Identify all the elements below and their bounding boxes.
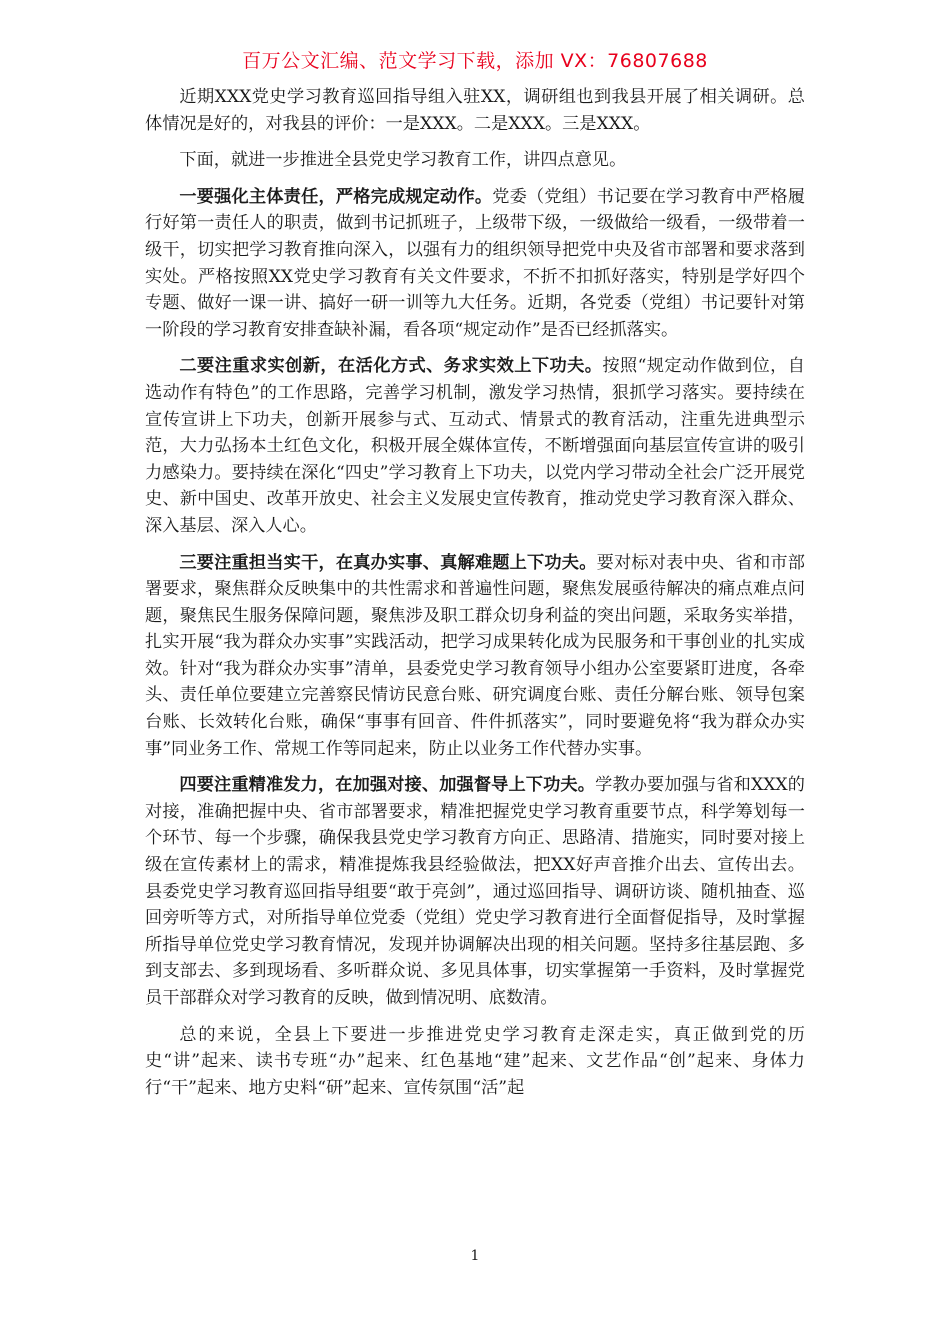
paragraph-conclusion [145, 1022, 805, 1102]
paragraph-text: 按照“规定动作做到位，自选动作有特色”的工作思路，完善学习机制，激发学习热情，狠抓学习落实。要持续在宣传宣讲上下功夫，创新开展参与式、互动式、情景式的教育活动，注重先进典型示范，大力弘扬本土红色文化，积极开展全媒体宣传，不断增强面向基层宣传宣讲的吸引力感染力。要持续在深化“四史”学习教育上下功夫，以党内学习带动全社会广泛开展党史、新中国史、改革开放史、社会主义发展史宣传教育，推动党史学习教育深入群众、深入基层、深入人心。 [145, 356, 805, 536]
paragraph-point-3 [145, 550, 805, 763]
paragraph-lead: 一要强化主体责任，严格完成规定动作。 [179, 186, 493, 207]
page-number: 1 [470, 1248, 480, 1264]
paragraph-lead: 二要注重求实创新，在活化方式、务求实效上下功夫。 [179, 356, 603, 377]
paragraph-text: 党委（党组）书记要在学习教育中严格履行好第一责任人的职责，做到书记抓班子，上级带下级，一级做给一级看，一级带着一级干，切实把学习教育推向深入，以强有力的组织领导把党中央及省市部署和要求落到实处。严格按照XX党史学习教育有关文件要求，不折不扣抓好落实，特别是学好四个专题、做好一课一讲、搞好一研一训等九大任务。近期，各党委（党组）书记要针对第一阶段的学习教育安排查缺补漏，看各项“规定动作”是否已经抓落实。 [145, 186, 805, 340]
paragraph-point-1 [145, 184, 805, 344]
paragraph-point-2 [145, 353, 805, 539]
header-banner: 百万公文汇编、范文学习下载，添加 VX：76807688 [242, 50, 708, 72]
paragraph-lead: 四要注重精准发力，在加强对接、加强督导上下功夫。 [179, 775, 596, 796]
paragraph-lead: 三要注重担当实干，在真办实事、真解难题上下功夫。 [179, 552, 597, 573]
paragraph-text: 近期XXX党史学习教育巡回指导组入驻XX，调研组也到我县开展了相关调研。总体情况是好的，对我县的评价：一是XXX。二是XXX。三是XXX。 [145, 87, 805, 134]
document-body [145, 84, 805, 1111]
paragraph-text: 总的来说，全县上下要进一步推进党史学习教育走深走实，真正做到党的历史“讲”起来、读书专班“办”起来、红色基地“建”起来、文艺作品“创”起来、身体力行“干”起来、地方史料“研”起来、宣传氛围“活”起 [145, 1024, 805, 1098]
paragraph-text: 学教办要加强与省和XXX的对接，准确把握中央、省市部署要求，精准把握党史学习教育重要节点，科学筹划每一个环节、每一个步骤，确保我县党史学习教育方向正、思路清、措施实，同时要对接上级在宣传素材上的需求，精准提炼我县经验做法，把XX好声音推介出去、宣传出去。县委党史学习教育巡回指导组要“敢于亮剑”，通过巡回指导、调研访谈、随机抽查、巡回旁听等方式，对所指导单位党委（党组）党史学习教育进行全面督促指导，及时掌握所指导单位党史学习教育情况，发现并协调解决出现的相关问题。坚持多往基层跑、多到支部去、多到现场看、多听群众说、多见具体事，切实掌握第一手资料，及时掌握党员干部群众对学习教育的反映，做到情况明、底数清。 [145, 775, 805, 1008]
paragraph-point-4 [145, 772, 805, 1011]
paragraph-intro [145, 84, 805, 137]
paragraph-text: 要对标对表中央、省和市部署要求，聚焦群众反映集中的共性需求和普遍性问题，聚焦发展亟待解决的痛点难点问题，聚焦民生服务保障问题，聚焦涉及职工群众切身利益的突出问题，采取务实举措，扎实开展“我为群众办实事”实践活动，把学习成果转化成为民服务和干事创业的扎实成效。针对“我为群众办实事”清单，县委党史学习教育领导小组办公室要紧盯进度，各牵头、责任单位要建立完善察民情访民意台账、研究调度台账、责任分解台账、领导包案台账、长效转化台账，确保“事事有回音、件件抓落实”，同时要避免将“我为群众办实事”同业务工作、常规工作等同起来，防止以业务工作代替办实事。 [145, 552, 805, 759]
paragraph-overview [145, 147, 805, 174]
paragraph-text: 下面，就进一步推进全县党史学习教育工作，讲四点意见。 [179, 150, 627, 171]
